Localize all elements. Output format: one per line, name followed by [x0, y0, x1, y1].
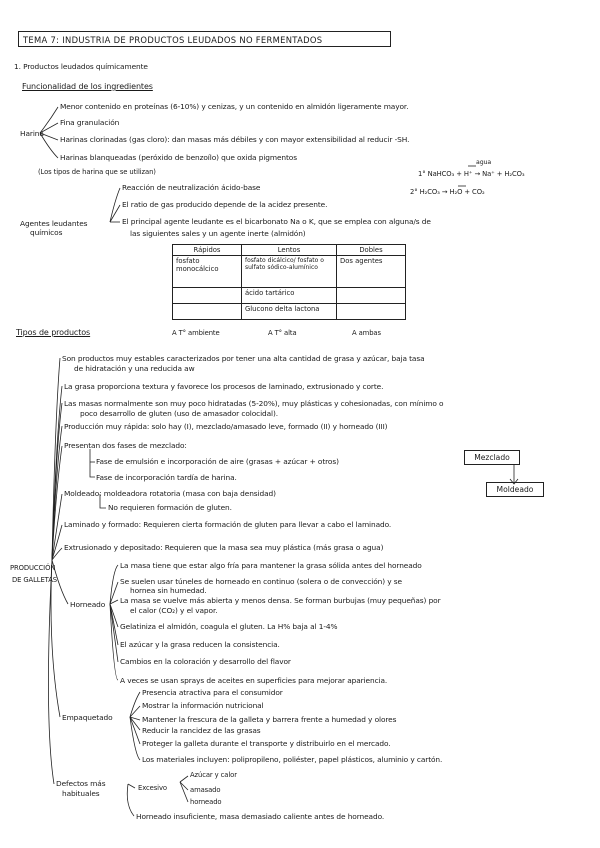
galletas-line: Presentan dos fases de mezclado:: [64, 441, 187, 450]
table-header: Lentos: [242, 245, 337, 256]
agentes-label: Agentes leudantes: [20, 219, 88, 228]
defecto-item: Azúcar y calor: [190, 771, 237, 779]
galletas-line: Moldeado: moldeadora rotatoria (masa con baja densidad): [64, 489, 276, 498]
harina-note: (Los tipos de harina que se utilizan): [38, 168, 156, 176]
empaquetado-line: Mantener la frescura de la galleta y barrera frente a humedad y olores: [142, 715, 397, 724]
agentes-label-2: químicos: [30, 228, 63, 237]
harina-label: Harina: [20, 129, 44, 138]
galletas-label-2: DE GALLETAS: [12, 576, 57, 584]
galletas-line: La grasa proporciona textura y favorece los procesos de laminado, extrusionado y corte.: [64, 382, 384, 391]
defecto-item: horneado: [190, 798, 222, 806]
table-cell: [337, 288, 406, 304]
empaquetado-label: Empaquetado: [62, 713, 113, 722]
equation-1: 1° NaHCO₃ + H⁺ → Na⁺ + H₂CO₃: [418, 170, 525, 178]
galletas-line: Las masas normalmente son muy poco hidratadas (5-20%), muy plásticas y cohesionadas, con mínimo o: [64, 399, 444, 408]
table-cell: [337, 304, 406, 320]
empaquetado-line: Proteger la galleta durante el transporte y distribuirlo en el mercado.: [142, 739, 391, 748]
table-cell: fosfato dicálcico/ fosfato o sulfato sódico-alumínico: [242, 256, 337, 288]
title-box: [18, 31, 391, 47]
table-cell: [173, 288, 242, 304]
horneado-line: La masa tiene que estar algo fría para mantener la grasa sólida antes del horneado: [120, 561, 422, 570]
horneado-line: el calor (CO₂) y el vapor.: [130, 606, 218, 615]
page-title: TEMA 7: INDUSTRIA DE PRODUCTOS LEUDADOS NO FERMENTADOS: [23, 35, 323, 45]
defecto-last: Horneado insuficiente, masa demasiado caliente antes de horneado.: [136, 812, 385, 821]
galletas-line: Extrusionado y depositado: Requieren que la masa sea muy plástica (más grasa o agua): [64, 543, 384, 552]
table-cell: ácido tartárico: [242, 288, 337, 304]
agentes-item: Reacción de neutralización ácido-base: [122, 183, 261, 192]
table-header: Rápidos: [173, 245, 242, 256]
galletas-line: Fase de emulsión e incorporación de aire (grasas + azúcar + otros): [96, 457, 339, 466]
harina-item: Fina granulación: [60, 118, 120, 127]
subheading-products: Tipos de productos: [16, 328, 91, 337]
horneado-line: La masa se vuelve más abierta y menos densa. Se forman burbujas (muy pequeñas) por: [120, 596, 441, 605]
defectos-label-2: habituales: [62, 789, 100, 798]
galletas-label: PRODUCCIÓN: [10, 564, 56, 572]
section-heading: 1. Productos leudados químicamente: [14, 62, 148, 71]
horneado-line: Gelatiniza el almidón, coagula el gluten. La H% baja al 1-4%: [120, 622, 338, 631]
agentes-item: las siguientes sales y un agente inerte (almidón): [130, 229, 306, 238]
table-cell: Dos agentes: [337, 256, 406, 288]
horneado-line: Se suelen usar túneles de horneado en continuo (solera o de convección) y se: [120, 577, 402, 586]
table-cell: [173, 304, 242, 320]
excesivo-label: Excesivo: [138, 784, 167, 792]
empaquetado-line: Los materiales incluyen: polipropileno, poliéster, papel plásticos, aluminio y cartón.: [142, 755, 443, 764]
defecto-item: amasado: [190, 786, 221, 794]
agentes-item: El ratio de gas producido depende de la acidez presente.: [122, 200, 328, 209]
galletas-line: poco desarrollo de gluten (uso de amasador colocidal).: [80, 409, 279, 418]
horneado-label: Horneado: [70, 600, 106, 609]
table-header: Dobles: [337, 245, 406, 256]
water-label: agua: [476, 159, 492, 166]
empaquetado-line: Reducir la rancidez de las grasas: [142, 726, 261, 735]
mezclado-box: Mezclado: [464, 450, 520, 465]
empaquetado-line: Mostrar la información nutricional: [142, 701, 264, 710]
galletas-line: Producción muy rápida: solo hay (I), mezclado/amasado leve, formado (II) y horneado (III): [64, 422, 388, 431]
empaquetado-line: Presencia atractiva para el consumidor: [142, 688, 283, 697]
subheading-ingredients: Funcionalidad de los ingredientes: [22, 82, 153, 91]
horneado-line: Cambios en la coloración y desarrollo del flavor: [120, 657, 291, 666]
table-cell: fosfato monocálcico: [173, 256, 242, 288]
leavening-table: [172, 244, 406, 320]
galletas-line: Fase de incorporación tardía de harina.: [96, 473, 237, 482]
horneado-line: A veces se usan sprays de aceites en superficies para mejorar apariencia.: [120, 676, 388, 685]
table-footer: A ambas: [352, 329, 381, 337]
equation-2: 2° H₂CO₃ → H₂O + CO₂: [410, 188, 485, 196]
harina-item: Menor contenido en proteínas (6-10%) y cenizas, y un contenido en almidón ligeramente mayor.: [60, 102, 409, 111]
harina-item: Harinas blanqueadas (peróxido de benzoílo) que oxida pigmentos: [60, 153, 297, 162]
horneado-line: hornea sin humedad.: [130, 586, 207, 595]
harina-item: Harinas clorinadas (gas cloro): dan masas más débiles y con mayor extensibilidad al reducir -SH.: [60, 135, 410, 144]
galletas-line: Son productos muy estables caracterizados por tener una alta cantidad de grasa y azúcar, baja tasa: [62, 354, 425, 363]
defectos-label: Defectos más: [56, 779, 106, 788]
horneado-line: El azúcar y la grasa reducen la consistencia.: [120, 640, 280, 649]
galletas-line: No requieren formación de gluten.: [108, 503, 232, 512]
table-cell: Glucono delta lactona: [242, 304, 337, 320]
galletas-line: Laminado y formado: Requieren cierta formación de gluten para llevar a cabo el laminado.: [64, 520, 392, 529]
agentes-item: El principal agente leudante es el bicarbonato Na o K, que se emplea con alguna/s de: [122, 217, 431, 226]
table-footer: A T° alta: [268, 329, 297, 337]
moldeado-box: Moldeado: [486, 482, 544, 497]
table-footer: A T° ambiente: [172, 329, 220, 337]
galletas-line: de hidratación y una reducida aw: [74, 364, 195, 373]
